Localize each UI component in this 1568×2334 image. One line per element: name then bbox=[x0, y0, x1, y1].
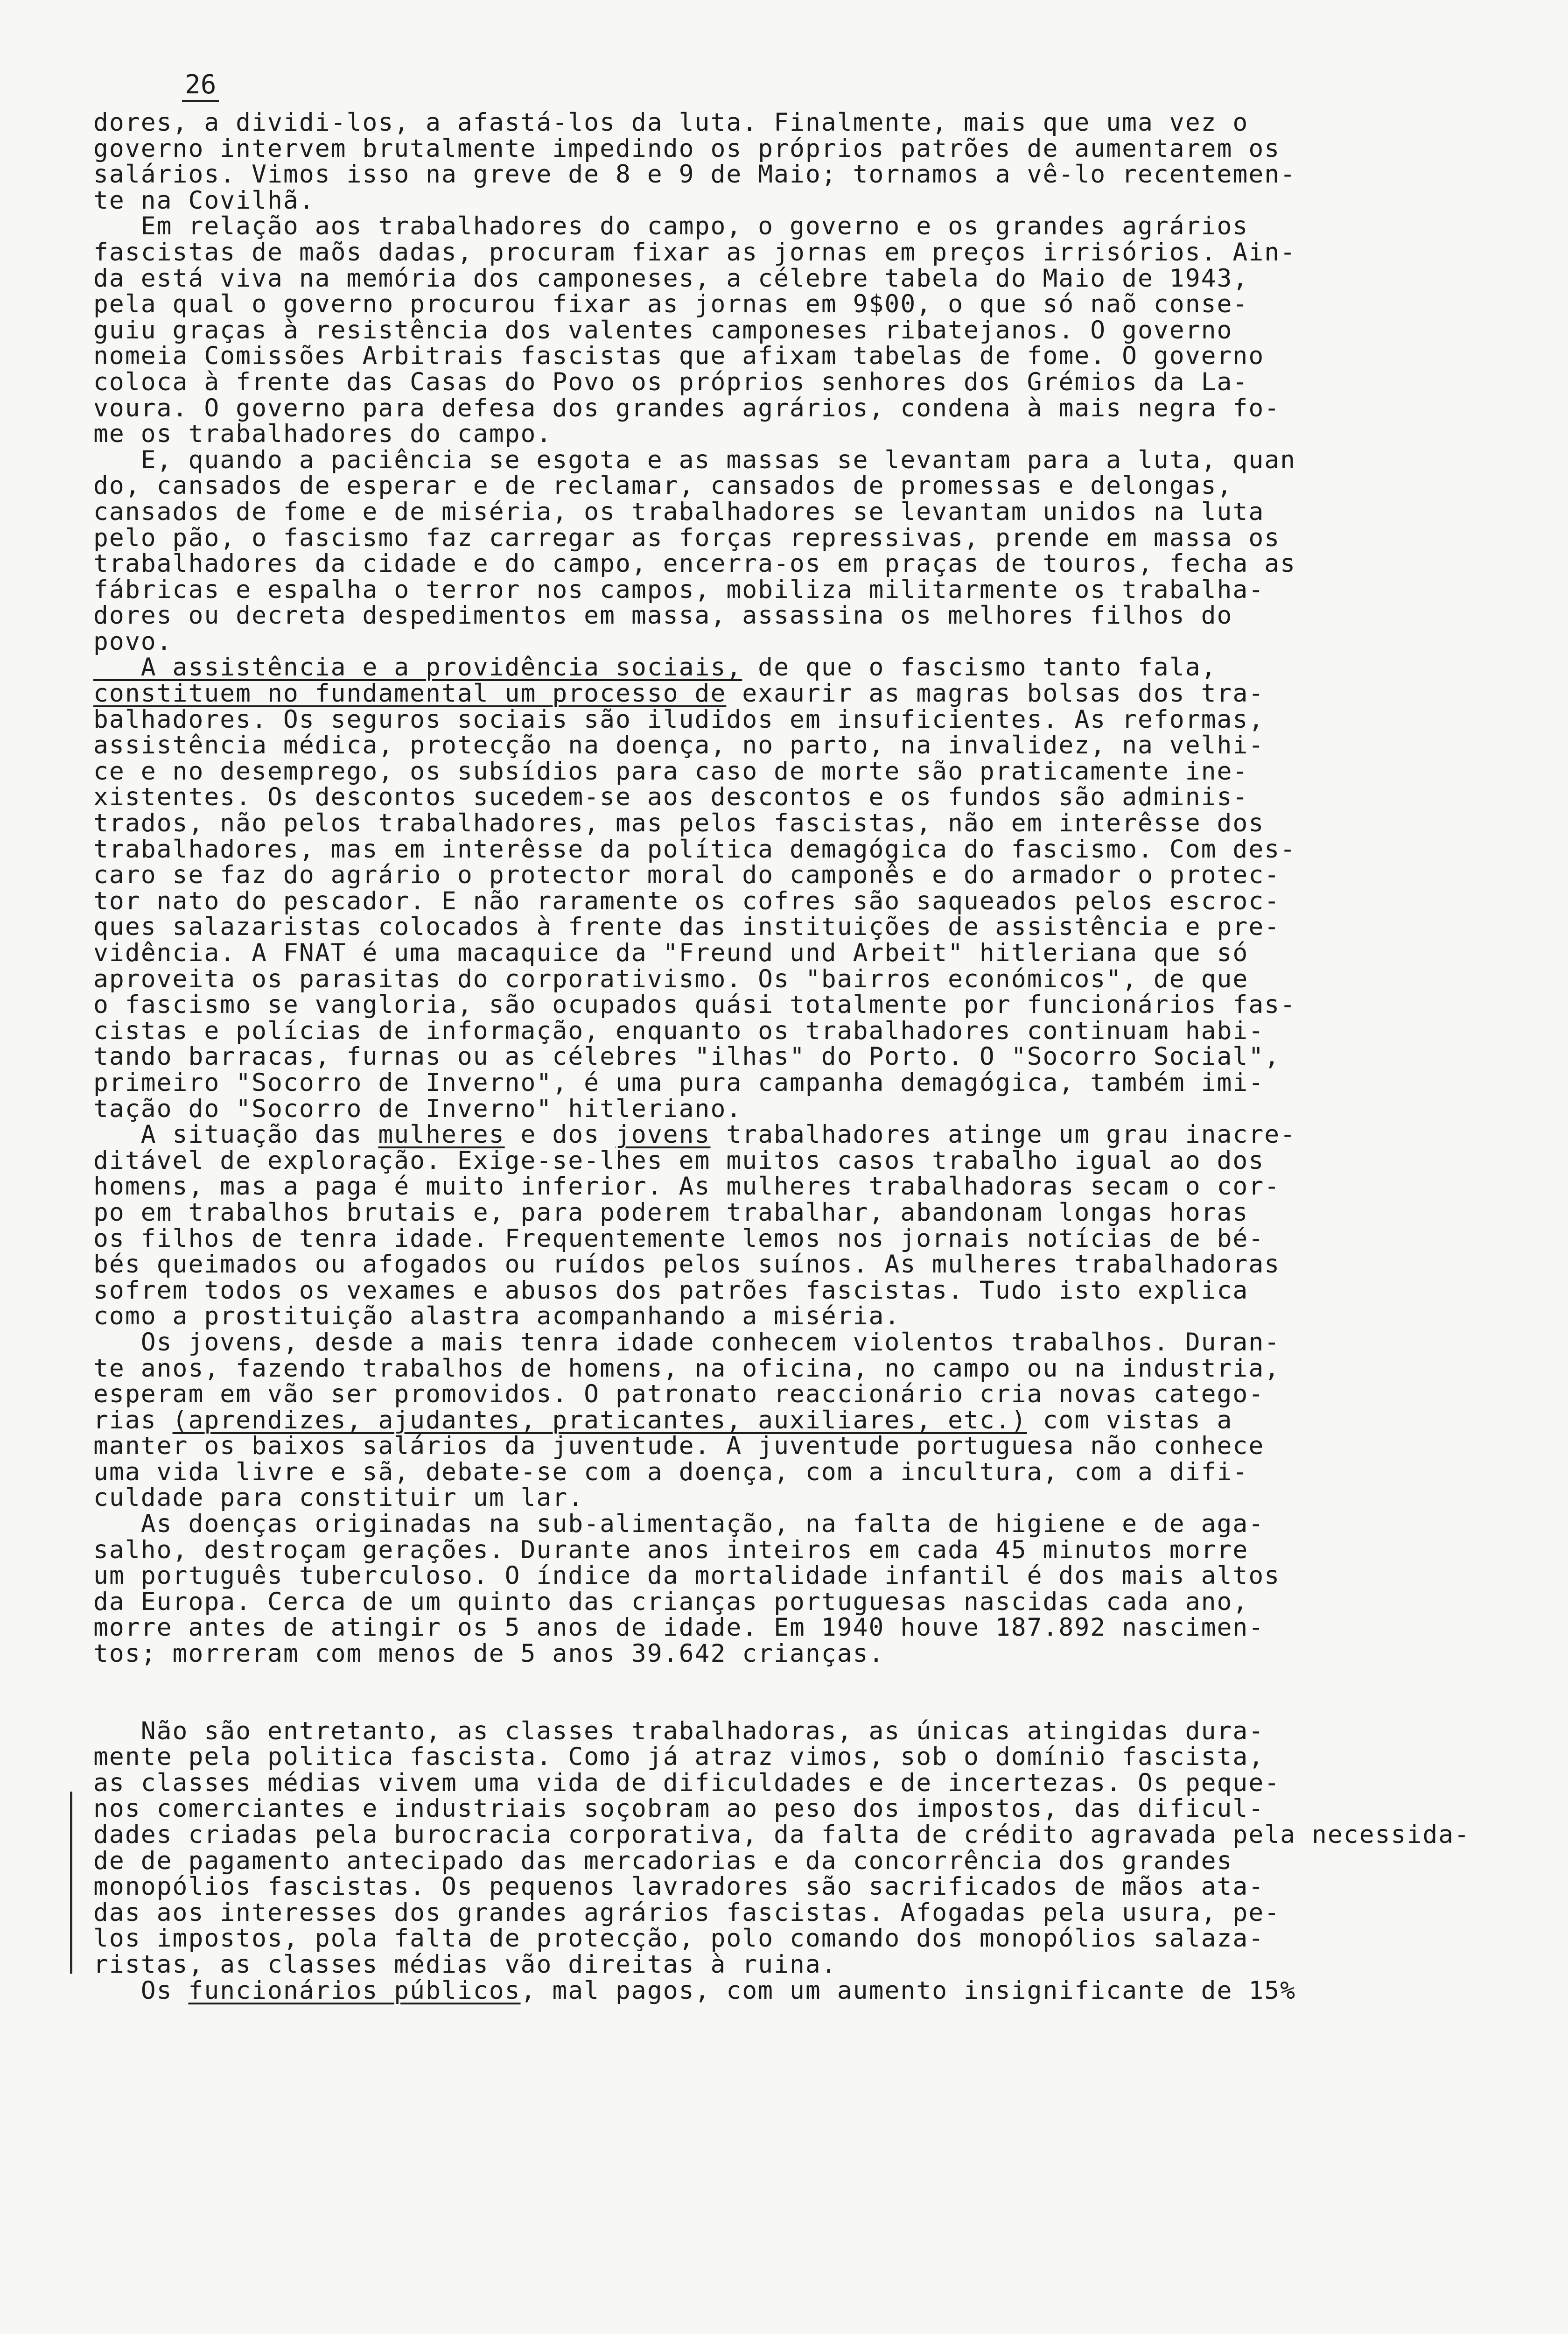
text-line: los impostos, pola falta de protecção, polo comando dos monopólios salaza- bbox=[93, 1924, 1265, 1953]
text-line: do, cansados de esperar e de reclamar, cansados de promessas e delongas, bbox=[93, 471, 1233, 500]
paragraph bbox=[93, 1718, 1484, 1978]
paragraph bbox=[93, 1122, 1484, 1329]
text-line: tor nato do pescador. E não raramente os cofres são saqueados pelos escroc- bbox=[93, 886, 1281, 915]
text-line: salários. Vimos isso na greve de 8 e 9 de Maio; tornamos a vê-lo recentemen- bbox=[93, 160, 1296, 189]
text-line: nos comerciantes e industriais soçobram ao peso dos impostos, das dificul- bbox=[93, 1794, 1265, 1823]
text-line: coloca à frente das Casas do Povo os próprios senhores dos Grémios da La- bbox=[93, 367, 1249, 396]
paragraph-gap bbox=[93, 1667, 1484, 1718]
text-line bbox=[93, 1122, 1484, 1148]
text-line: dores ou decreta despedimentos em massa, assassina os melhores filhos do bbox=[93, 601, 1233, 630]
text-line: tos; morreram com menos de 5 anos 39.642 crianças. bbox=[93, 1639, 885, 1668]
text-line bbox=[93, 1407, 1484, 1434]
text-line: os filhos de tenra idade. Frequentemente lemos nos jornais notícias de bé- bbox=[93, 1224, 1265, 1253]
text-line: trados, não pelos trabalhadores, mas pelos fascistas, não em interêsse dos bbox=[93, 809, 1265, 838]
text-line: trabalhadores, mas em interêsse da política demagógica do fascismo. Com des- bbox=[93, 835, 1296, 864]
text-line: ce e no desemprego, os subsídios para caso de morte são praticamente ine- bbox=[93, 757, 1249, 786]
text-line: vidência. A FNAT é uma macaquice da "Freund und Arbeit" hitleriana que só bbox=[93, 939, 1249, 967]
underlined-word: mulheres bbox=[378, 1120, 505, 1149]
text-line: tando barracas, furnas ou as célebres "ilhas" do Porto. O "Socorro Social", bbox=[93, 1042, 1281, 1071]
text-line: Não são entretanto, as classes trabalhadoras, as únicas atingidas dura- bbox=[93, 1716, 1265, 1745]
underlined-phrase: (aprendizes, ajudantes, praticantes, auxiliares, etc.) bbox=[172, 1406, 1027, 1434]
text-line: dores, a dividi-los, a afastá-los da luta. Finalmente, mais que uma vez o bbox=[93, 108, 1249, 137]
text-segment: A situação das bbox=[93, 1120, 378, 1149]
text-line: fascistas de maõs dadas, procuram fixar as jornas em preços irrisórios. Ain- bbox=[93, 238, 1296, 267]
text-segment: exaurir as magras bolsas dos tra- bbox=[726, 679, 1265, 708]
text-line: dades criadas pela burocracia corporativa, da falta de crédito agravada pela necessida- bbox=[93, 1821, 1470, 1849]
text-line: mente pela politica fascista. Como já atraz vimos, sob o domínio fascista, bbox=[93, 1743, 1265, 1772]
text-line: trabalhadores da cidade e do campo, encerra-os em praças de touros, fecha as bbox=[93, 549, 1296, 578]
text-line: das aos interesses dos grandes agrários fascistas. Afogadas pela usura, pe- bbox=[93, 1898, 1281, 1927]
text-line: salho, destroçam gerações. Durante anos inteiros em cada 45 minutos morre bbox=[93, 1535, 1249, 1564]
paragraph bbox=[93, 110, 1484, 213]
text-line: Em relação aos trabalhadores do campo, o governo e os grandes agrários bbox=[93, 212, 1249, 241]
text-line: cistas e polícias de informação, enquanto os trabalhadores continuam habi- bbox=[93, 1016, 1265, 1045]
text-line: te anos, fazendo trabalhos de homens, na oficina, no campo ou na industria, bbox=[93, 1354, 1281, 1383]
text-line: esperam em vão ser promovidos. O patronato reaccionário cria novas catego- bbox=[93, 1380, 1265, 1409]
text-line: governo intervem brutalmente impedindo os próprios patrões de aumentarem os bbox=[93, 134, 1281, 163]
text-segment: , mal pagos, com um aumento insignificante de 15% bbox=[520, 1976, 1296, 2005]
text-line: tação do "Socorro de Inverno" hitleriano. bbox=[93, 1094, 742, 1123]
text-line: po em trabalhos brutais e, para poderem trabalhar, abandonam longas horas bbox=[93, 1198, 1249, 1227]
text-line: E, quando a paciência se esgota e as massas se levantam para a luta, quan bbox=[93, 445, 1296, 474]
text-segment: Os bbox=[93, 1976, 189, 2005]
margin-mark bbox=[70, 1792, 72, 1974]
text-line: monopólios fascistas. Os pequenos lavradores são sacrificados de mãos ata- bbox=[93, 1872, 1265, 1901]
text-line: As doenças originadas na sub-alimentação, na falta de higiene e de aga- bbox=[93, 1510, 1265, 1539]
text-segment: trabalhadores atinge um grau inacre- bbox=[710, 1120, 1296, 1149]
text-line: te na Covilhã. bbox=[93, 186, 315, 215]
body-text bbox=[93, 110, 1484, 2004]
text-line: ques salazaristas colocados à frente das instituições de assistência e pre- bbox=[93, 913, 1281, 942]
paragraph bbox=[93, 213, 1484, 447]
text-line: de de pagamento antecipado das mercadorias e da concorrência dos grandes bbox=[93, 1846, 1233, 1875]
text-line: primeiro "Socorro de Inverno", é uma pura campanha demagógica, também imi- bbox=[93, 1068, 1265, 1097]
text-line: povo. bbox=[93, 627, 173, 656]
text-line: um português tuberculoso. O índice da mortalidade infantil é dos mais altos bbox=[93, 1561, 1281, 1590]
text-line: uma vida livre e sã, debate-se com a doença, com a incultura, com a difi- bbox=[93, 1457, 1249, 1486]
text-line: aproveita os parasitas do corporativismo. Os "bairros económicos", de que bbox=[93, 964, 1249, 993]
text-line: me os trabalhadores do campo. bbox=[93, 420, 553, 449]
page-number: 26 bbox=[182, 70, 219, 102]
text-segment: com vistas a bbox=[1027, 1406, 1233, 1434]
text-segment: e dos bbox=[504, 1120, 616, 1149]
paragraph bbox=[93, 1978, 1484, 2004]
text-line bbox=[93, 681, 1484, 707]
text-segment: rias bbox=[93, 1406, 173, 1434]
underlined-phrase: A assistência e a providência sociais, bbox=[93, 653, 742, 682]
text-line: como a prostituição alastra acompanhando a miséria. bbox=[93, 1302, 901, 1331]
text-line: da Europa. Cerca de um quinto das crianças portuguesas nascidas cada ano, bbox=[93, 1587, 1249, 1616]
text-line: sofrem todos os vexames e abusos dos patrões fascistas. Tudo isto explica bbox=[93, 1276, 1249, 1305]
text-line: Os jovens, desde a mais tenra idade conhecem violentos trabalhos. Duran- bbox=[93, 1328, 1281, 1357]
text-line: guiu graças à resistência dos valentes camponeses ribatejanos. O governo bbox=[93, 316, 1233, 344]
underlined-phrase: constituem no fundamental um processo de bbox=[93, 679, 727, 708]
text-line: as classes médias vivem uma vida de dificuldades e de incertezas. Os peque- bbox=[93, 1768, 1281, 1797]
text-line: pelo pão, o fascismo faz carregar as forças repressivas, prende em massa os bbox=[93, 523, 1281, 552]
text-line: fábricas e espalha o terror nos campos, mobiliza militarmente os trabalha- bbox=[93, 575, 1265, 604]
text-line: assistência médica, protecção na doença, no parto, na invalidez, na velhi- bbox=[93, 731, 1265, 760]
text-line: morre antes de atingir os 5 anos de idade. Em 1940 houve 187.892 nascimen- bbox=[93, 1613, 1265, 1642]
text-line: bés queimados ou afogados ou ruídos pelos suínos. As mulheres trabalhadoras bbox=[93, 1250, 1281, 1279]
text-line: culdade para constituir um lar. bbox=[93, 1483, 584, 1512]
paragraph bbox=[93, 654, 1484, 1122]
text-line: pela qual o governo procurou fixar as jornas em 9$00, o que só naõ conse- bbox=[93, 290, 1249, 319]
text-line: da está viva na memória dos camponeses, a célebre tabela do Maio de 1943, bbox=[93, 264, 1249, 293]
text-line: nomeia Comissões Arbitrais fascistas que afixam tabelas de fome. O governo bbox=[93, 342, 1265, 371]
text-line: homens, mas a paga é muito inferior. As mulheres trabalhadoras secam o cor- bbox=[93, 1172, 1281, 1201]
text-line: cansados de fome e de miséria, os trabalhadores se levantam unidos na luta bbox=[93, 497, 1265, 526]
text-line: caro se faz do agrário o protector moral do camponês e do armador o protec- bbox=[93, 861, 1281, 890]
paragraph bbox=[93, 1511, 1484, 1667]
text-line: voura. O governo para defesa dos grandes agrários, condena à mais negra fo- bbox=[93, 394, 1281, 422]
text-line bbox=[93, 654, 1484, 681]
text-line: ditável de exploração. Exige-se-lhes em muitos casos trabalho igual ao dos bbox=[93, 1146, 1265, 1175]
text-line: o fascismo se vangloria, são ocupados quási totalmente por funcionários fas- bbox=[93, 991, 1296, 1019]
text-line: manter os baixos salários da juventude. A juventude portuguesa não conhece bbox=[93, 1432, 1265, 1461]
underlined-word: jovens bbox=[616, 1120, 711, 1149]
paragraph bbox=[93, 1329, 1484, 1511]
text-line: balhadores. Os seguros sociais são iludidos em insuficientes. As reformas, bbox=[93, 705, 1265, 734]
text-line bbox=[93, 1978, 1484, 2004]
text-line: ristas, as classes médias vão direitas à ruina. bbox=[93, 1950, 837, 1979]
paragraph bbox=[93, 447, 1484, 655]
text-segment: de que o fascismo tanto fala, bbox=[742, 653, 1217, 682]
text-line: xistentes. Os descontos sucedem-se aos descontos e os fundos são adminis- bbox=[93, 783, 1249, 812]
underlined-phrase: funcionários públicos bbox=[188, 1976, 521, 2005]
